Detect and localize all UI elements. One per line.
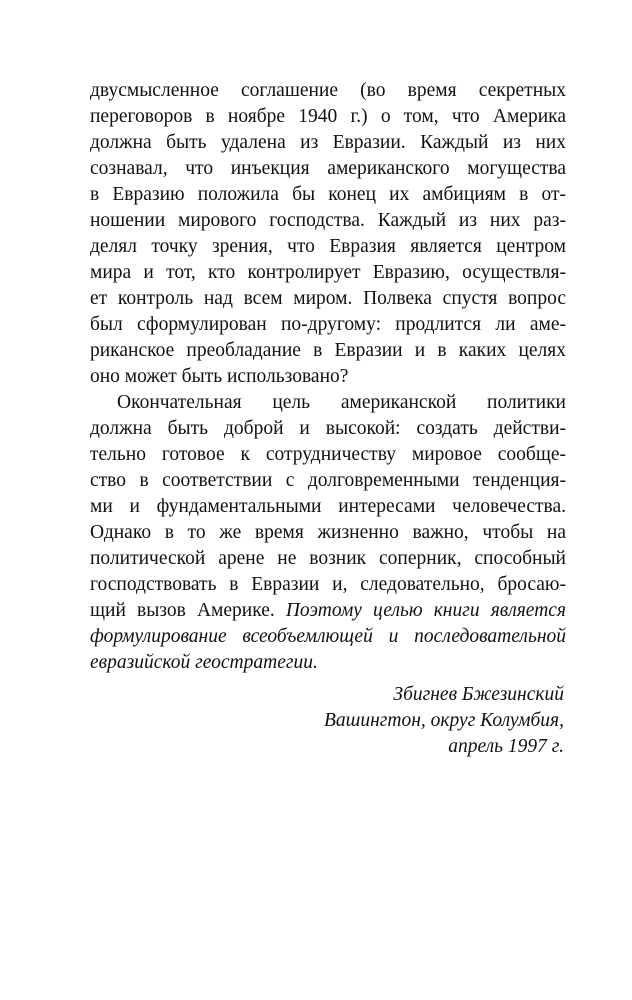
text-line: оно может быть использовано? <box>90 366 349 387</box>
text-line: сознавал, что инъекция американского могущества <box>90 158 566 179</box>
text-line: переговоров в ноябре 1940 г.) о том, что Америка <box>90 106 566 127</box>
text-line-italic: формулирование всеобъемлющей и последовательной <box>90 626 566 647</box>
text-line: ет контроль над всем миром. Полвека спустя вопрос <box>90 288 566 309</box>
signature-date: апрель 1997 г. <box>448 736 564 757</box>
text-italic: Поэтому целью книги является <box>285 600 566 621</box>
signature-block <box>90 682 566 760</box>
text-line: Однако в то же время жизненно важно, чтобы на <box>90 522 566 543</box>
text-line: должна быть доброй и высокой: создать действи- <box>90 418 566 439</box>
text-line: двусмысленное соглашение (во время секретных <box>90 80 566 101</box>
text-line: делял точку зрения, что Евразия является центром <box>90 236 566 257</box>
text-line: ми и фундаментальными интересами человечества. <box>90 496 566 517</box>
text-line: политической арене не возник соперник, способный <box>90 548 566 569</box>
text-line-italic: евразийской геостратегии. <box>90 652 318 673</box>
text-line: в Евразию положила бы конец их амбициям в от- <box>90 184 566 205</box>
text-line: Окончательная цель американской политики <box>117 392 566 413</box>
text-line: должна быть удалена из Евразии. Каждый из них <box>90 132 566 153</box>
paragraph-1 <box>90 78 566 390</box>
text-line: риканское преобладание в Евразии и в каких целях <box>90 340 566 361</box>
paragraph-2 <box>90 390 566 676</box>
text-line: тельно готовое к сотрудничеству мировое сообще- <box>90 444 566 465</box>
text-line-mixed <box>90 598 566 624</box>
text-line: господствовать в Евразии и, следовательно, бросаю- <box>90 574 566 595</box>
text-line: ношении мирового господства. Каждый из них раз- <box>90 210 566 231</box>
text-line: ство в соответствии с долговременными тенденция- <box>90 470 566 491</box>
signature-author: Збигнев Бжезинский <box>393 684 564 705</box>
text-line: был сформулирован по-другому: продлится ли аме- <box>90 314 566 335</box>
page-body <box>90 78 566 760</box>
signature-place: Вашингтон, округ Колумбия, <box>324 710 564 731</box>
text-line: мира и тот, кто контролирует Евразию, осуществля- <box>90 262 566 283</box>
text-regular: щий вызов Америке. <box>90 600 286 621</box>
